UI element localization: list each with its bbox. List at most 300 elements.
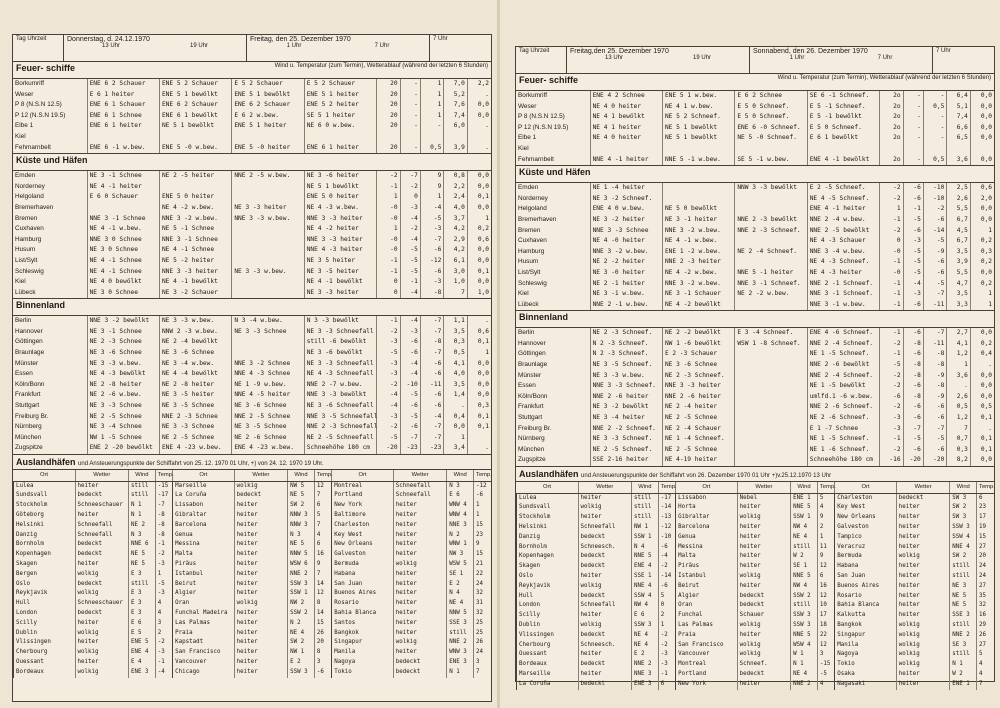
cell: 17 bbox=[977, 513, 994, 523]
cell: NW 4 bbox=[791, 582, 818, 592]
cell: -2 bbox=[880, 226, 904, 237]
cell: NW 2 bbox=[288, 599, 315, 609]
cell bbox=[467, 433, 491, 444]
table-row bbox=[13, 348, 491, 359]
station-name: München bbox=[15, 433, 42, 441]
cell: still bbox=[632, 503, 659, 513]
station-name: Norderney bbox=[518, 194, 548, 202]
station-name: Weser bbox=[15, 90, 34, 98]
cell: -5 bbox=[400, 412, 420, 423]
cell: NE 2 -4 heiter bbox=[662, 402, 734, 413]
cell: 2 bbox=[658, 611, 675, 621]
cell: NE 2 -5 Schneef. bbox=[590, 445, 662, 456]
cell: 27 bbox=[977, 582, 994, 592]
cell: bedeckt bbox=[75, 491, 129, 501]
binnen-heading bbox=[516, 311, 994, 328]
cell: -6 bbox=[420, 369, 444, 380]
cell: still bbox=[129, 580, 156, 590]
table-row bbox=[517, 503, 995, 513]
cell: ENE 3 bbox=[129, 668, 156, 678]
cell: NE 4 -1 bewölkt bbox=[159, 277, 231, 288]
cell: 0,0 bbox=[970, 268, 994, 279]
cell: -5 bbox=[903, 268, 923, 279]
cell: 1,0 bbox=[467, 288, 491, 299]
cell: 27 bbox=[977, 641, 994, 651]
cell: 16 bbox=[977, 611, 994, 621]
cell: Reykjavik bbox=[14, 589, 76, 599]
cell: NE 3 -1 Schauer bbox=[662, 289, 734, 300]
cell: NE 4 -5 Schneef. bbox=[807, 194, 879, 205]
cell: -4 bbox=[400, 214, 420, 225]
cell: NNE 3 -3 w.bew. bbox=[232, 214, 304, 225]
cell: 2,5 bbox=[947, 183, 971, 194]
cell: -5 bbox=[377, 348, 401, 359]
cell: -1 bbox=[155, 540, 172, 550]
cell: 7,0 bbox=[444, 79, 468, 90]
day1-label bbox=[63, 35, 246, 61]
cell: NE 3 bbox=[950, 582, 977, 592]
cell: NNE 2 -7 w.bew. bbox=[304, 380, 376, 391]
cell: -12 bbox=[420, 256, 444, 267]
table-row bbox=[14, 668, 492, 678]
cell: NE 4 -3 bewölkt bbox=[87, 369, 159, 380]
ausland-col-header: Temp. bbox=[155, 470, 172, 481]
cell: -3 bbox=[377, 369, 401, 380]
cell: NE 2 -2 heiter bbox=[590, 257, 662, 268]
table-row bbox=[14, 589, 492, 599]
cell bbox=[662, 194, 734, 205]
station-name: Frankfurt bbox=[518, 403, 544, 411]
cell: -5 bbox=[923, 434, 947, 445]
cell: ENE 1 bbox=[791, 493, 818, 503]
cell: 0,7 bbox=[947, 434, 971, 445]
cell: heiter bbox=[393, 521, 447, 531]
cell: NNE 3 -1 Schneef. bbox=[735, 279, 807, 290]
feuer-heading bbox=[516, 74, 994, 91]
cell: ENE 5 2 heiter bbox=[304, 100, 376, 111]
cell bbox=[87, 132, 159, 143]
cell: 0,1 bbox=[467, 192, 491, 203]
cell: NW 1 bbox=[632, 523, 659, 533]
cell: NNE 3 -1 Schnee bbox=[87, 214, 159, 225]
cell: New York bbox=[332, 501, 394, 511]
cell: wolkig bbox=[737, 641, 791, 651]
cell: NE 5 bbox=[129, 550, 156, 560]
cell: NE 4 -1 bewölkt bbox=[304, 277, 376, 288]
cell: -8 bbox=[923, 360, 947, 371]
station-name: Berlin bbox=[518, 329, 535, 337]
kueste-title: Küste und Häfen bbox=[16, 155, 88, 166]
cell: SSW 3 bbox=[632, 621, 659, 631]
cell: -10 bbox=[923, 183, 947, 194]
cell: Nagasaki bbox=[835, 680, 897, 690]
cell: NE 6 0 w.bew. bbox=[304, 121, 376, 132]
cell: 3 bbox=[155, 619, 172, 629]
cell: heiter bbox=[896, 592, 950, 602]
cell: 0,1 bbox=[970, 413, 994, 424]
cell bbox=[232, 256, 304, 267]
cell: NE 4 -3 Schauer bbox=[807, 236, 879, 247]
cell: heiter bbox=[896, 611, 950, 621]
cell: Dublin bbox=[517, 621, 579, 631]
cell: NE 4 -4 bewölkt bbox=[159, 369, 231, 380]
cell: Algier bbox=[173, 589, 235, 599]
cell: 0,5 bbox=[947, 402, 971, 413]
cell: -13 bbox=[658, 513, 675, 523]
table-row bbox=[516, 144, 994, 155]
station-name: Schleswig bbox=[15, 267, 44, 275]
cell: E 2 -3 Schauer bbox=[662, 349, 734, 360]
binnen-block bbox=[13, 316, 491, 455]
cell: -7 bbox=[420, 235, 444, 246]
cell: 7 bbox=[947, 424, 971, 435]
cell: 0,1 bbox=[467, 267, 491, 278]
station-name: Fehmarnbelt bbox=[518, 155, 554, 163]
ausland-subtitle: und Ansteuerungspunkte der Schiffahrt von 26. Dezember 1970 01 Uhr +)v.25.12.1970 13 Uhr bbox=[581, 473, 832, 479]
cell: NE 3 -1 heiter bbox=[662, 215, 734, 226]
table-row bbox=[517, 493, 995, 503]
cell: N 3 bbox=[447, 481, 474, 491]
cell: NNE 2 -4 Schneef. bbox=[807, 371, 879, 382]
cell: Bermuda bbox=[332, 560, 394, 570]
cell: 0,0 bbox=[970, 112, 994, 123]
cell: 1 bbox=[155, 570, 172, 580]
cell: heiter bbox=[896, 533, 950, 543]
cell bbox=[903, 144, 923, 155]
table-row bbox=[516, 424, 994, 435]
cell: 1 bbox=[970, 289, 994, 300]
cell: NNE 2 -5 w.bew. bbox=[232, 171, 304, 182]
cell: Scilly bbox=[14, 619, 76, 629]
cell bbox=[304, 132, 376, 143]
cell: -23 bbox=[400, 443, 420, 454]
cell: -6 bbox=[923, 257, 947, 268]
cell: Genua bbox=[676, 533, 738, 543]
cell: heiter bbox=[896, 572, 950, 582]
cell: 24 bbox=[474, 580, 491, 590]
cell: New Orleans bbox=[835, 513, 897, 523]
cell: -15 bbox=[155, 481, 172, 491]
table-row bbox=[13, 443, 491, 454]
ausland-col-header: Wetter bbox=[896, 482, 950, 493]
cell: ENE 6 1 heiter bbox=[304, 143, 376, 154]
cell: Galveston bbox=[332, 550, 394, 560]
cell: 6,5 bbox=[947, 133, 971, 144]
cell: -1 bbox=[155, 658, 172, 668]
cell: E 2 -5 Schneef. bbox=[807, 183, 879, 194]
cell: -6 bbox=[903, 300, 923, 311]
cell: - bbox=[903, 123, 923, 134]
station-name: Nürnberg bbox=[15, 423, 42, 431]
cell: NNE 6 bbox=[129, 540, 156, 550]
cell: N 1 bbox=[791, 660, 818, 670]
table-row bbox=[14, 481, 492, 491]
cell: 3,5 bbox=[444, 380, 468, 391]
cell: NE 2 -5 Schnee bbox=[87, 412, 159, 423]
table-row bbox=[516, 183, 994, 194]
cell: 0,6 bbox=[467, 327, 491, 338]
cell: Tampico bbox=[835, 533, 897, 543]
cell: -1 bbox=[658, 670, 675, 680]
table-row bbox=[13, 235, 491, 246]
cell bbox=[662, 183, 734, 194]
cell: SW 2 bbox=[950, 552, 977, 562]
cell: NNW 5 bbox=[447, 609, 474, 619]
cell: 1 bbox=[467, 214, 491, 225]
cell: Messina bbox=[173, 540, 235, 550]
cell bbox=[159, 132, 231, 143]
cell bbox=[232, 348, 304, 359]
time-7b: 7 Uhr bbox=[932, 47, 994, 73]
time-1: 1 Uhr bbox=[286, 43, 302, 49]
cell: still bbox=[791, 543, 818, 553]
cell: 20 bbox=[377, 143, 401, 154]
cell: NNE 3 -3 bewölkt bbox=[304, 390, 376, 401]
cell: heiter bbox=[578, 650, 632, 660]
cell: -7 bbox=[923, 289, 947, 300]
table-row bbox=[517, 513, 995, 523]
cell: NE 4 1 w.bew. bbox=[662, 102, 734, 113]
cell: Montreal bbox=[332, 481, 394, 491]
cell: wolkig bbox=[75, 589, 129, 599]
cell: NNE 4 bbox=[950, 543, 977, 553]
cell: 0,4 bbox=[444, 412, 468, 423]
cell bbox=[735, 360, 807, 371]
cell: ENE 6 1 Schnee bbox=[87, 111, 159, 122]
cell: NE 2 -6 Schneef. bbox=[807, 413, 879, 424]
cell bbox=[232, 245, 304, 256]
station-name: Kiel bbox=[518, 290, 529, 298]
cell: -2 bbox=[880, 402, 904, 413]
cell: heiter bbox=[234, 580, 288, 590]
cell: Manila bbox=[835, 641, 897, 651]
cell: 0,3 bbox=[444, 337, 468, 348]
cell: still bbox=[632, 513, 659, 523]
station-name: Kiel bbox=[15, 278, 26, 286]
cell: - bbox=[923, 133, 947, 144]
cell: 1 bbox=[420, 90, 444, 101]
cell: NE 4 1 heiter bbox=[590, 123, 662, 134]
table-row bbox=[517, 660, 995, 670]
cell: 24 bbox=[474, 648, 491, 658]
cell: NE 3 -6 Schnee bbox=[159, 348, 231, 359]
cell: 8 bbox=[314, 648, 331, 658]
table-row bbox=[516, 102, 994, 113]
cell: -8 bbox=[923, 349, 947, 360]
table-row bbox=[517, 631, 995, 641]
cell: -0 bbox=[880, 268, 904, 279]
cell: -20 bbox=[377, 443, 401, 454]
cell: wolkig bbox=[737, 513, 791, 523]
cell: 0,3 bbox=[970, 247, 994, 258]
cell: heiter bbox=[737, 631, 791, 641]
ausland-col-header: Ort bbox=[835, 482, 897, 493]
table-row bbox=[516, 300, 994, 311]
cell: -8 bbox=[903, 392, 923, 403]
cell: heiter bbox=[393, 540, 447, 550]
table-row bbox=[14, 658, 492, 668]
cell: E 5 -1 bewölkt bbox=[807, 112, 879, 123]
table-row bbox=[13, 256, 491, 267]
cell: 0,2 bbox=[970, 236, 994, 247]
cell: 0,1 bbox=[970, 434, 994, 445]
ausland-subtitle: und Ansteuerungspunkte der Schiffahrt von 25. 12. 1970 01 Uhr, +) von 24. 12. 1970 19 Uhr. bbox=[78, 461, 324, 467]
cell: NE 2 -3 Schneef. bbox=[662, 371, 734, 382]
cell: 7 bbox=[977, 680, 994, 690]
cell: NE 3 -3 Schnee bbox=[87, 401, 159, 412]
cell: 0,0 bbox=[467, 380, 491, 391]
cell: -2 bbox=[377, 422, 401, 433]
left-page bbox=[12, 34, 492, 702]
cell: 18 bbox=[817, 621, 834, 631]
cell: SSE 3 bbox=[447, 619, 474, 629]
station-name: P 8 (N.S.N 12.5) bbox=[15, 101, 62, 109]
cell: 2o bbox=[880, 155, 904, 166]
cell: 1 bbox=[420, 79, 444, 90]
table-row bbox=[517, 582, 995, 592]
cell: 9 bbox=[420, 182, 444, 193]
cell: -3 bbox=[658, 660, 675, 670]
cell: 8 bbox=[314, 599, 331, 609]
cell: Bordeaux bbox=[517, 660, 579, 670]
cell: SSW 3 bbox=[288, 580, 315, 590]
cell: NNE 2 -3 Schnee bbox=[159, 412, 231, 423]
cell: N 3 -3 bewölkt bbox=[304, 316, 376, 327]
cell: NNE 4 -1 heiter bbox=[590, 155, 662, 166]
cell: NE 4 bbox=[632, 641, 659, 651]
time-1: 1 Uhr bbox=[789, 55, 805, 61]
cell: 0,0 bbox=[970, 102, 994, 113]
cell: E 6 1 bewölkt bbox=[807, 133, 879, 144]
cell: Key West bbox=[835, 503, 897, 513]
cell: NNE 5 -1 w.bew. bbox=[662, 155, 734, 166]
cell bbox=[970, 144, 994, 155]
station-name: Braunlage bbox=[518, 361, 548, 369]
cell: heiter bbox=[737, 543, 791, 553]
cell: 17 bbox=[817, 611, 834, 621]
cell: -6 bbox=[923, 402, 947, 413]
cell: Buenos Aires bbox=[332, 589, 394, 599]
cell: bedeckt bbox=[737, 601, 791, 611]
cell: heiter bbox=[896, 582, 950, 592]
day1-label bbox=[566, 47, 749, 73]
cell: - bbox=[400, 143, 420, 154]
cell: 9 bbox=[817, 552, 834, 562]
cell: 9 bbox=[474, 540, 491, 550]
cell: ENE 4 -23 w.bew. bbox=[159, 443, 231, 454]
cell: Oslo bbox=[517, 572, 579, 582]
cell: Stockholm bbox=[517, 513, 579, 523]
cell: -6 bbox=[903, 381, 923, 392]
cell: 0,1 bbox=[970, 445, 994, 456]
cell: -6 bbox=[420, 245, 444, 256]
cell: Vlissingen bbox=[517, 631, 579, 641]
cell: wolkig bbox=[75, 648, 129, 658]
cell: NNE 2 -3 Schneef. bbox=[735, 226, 807, 237]
cell: NE 3 -4 w.bew. bbox=[159, 359, 231, 370]
cell: 2,9 bbox=[444, 235, 468, 246]
cell: -6 bbox=[903, 402, 923, 413]
cell: NE 1 -5 Schneef. bbox=[807, 349, 879, 360]
table-row bbox=[517, 650, 995, 660]
cell: heiter bbox=[393, 511, 447, 521]
cell: Malta bbox=[173, 550, 235, 560]
cell bbox=[444, 132, 468, 143]
ausland-table bbox=[516, 482, 994, 690]
cell: -6 bbox=[923, 268, 947, 279]
cell bbox=[880, 144, 904, 155]
cell: NE 4 -2 w.bew. bbox=[662, 268, 734, 279]
cell: 2o bbox=[880, 112, 904, 123]
cell: E 6 bbox=[447, 491, 474, 501]
table-row bbox=[14, 531, 492, 541]
cell: 25 bbox=[474, 629, 491, 639]
cell: heiter bbox=[896, 601, 950, 611]
cell: 5,5 bbox=[947, 268, 971, 279]
cell: 2,0 bbox=[970, 194, 994, 205]
cell: Las Palmas bbox=[173, 619, 235, 629]
cell: -4 bbox=[400, 235, 420, 246]
cell: heiter bbox=[896, 523, 950, 533]
station-name: P 12 (N.S.N 19.5) bbox=[518, 123, 569, 131]
cell: -4 bbox=[377, 401, 401, 412]
cell: -17 bbox=[658, 493, 675, 503]
cell: Genua bbox=[173, 531, 235, 541]
table-row bbox=[516, 268, 994, 279]
cell: ENE 4 -1 bewölkt bbox=[807, 155, 879, 166]
cell: NE 4 -2 bewölkt bbox=[662, 300, 734, 311]
cell: heiter bbox=[393, 531, 447, 541]
cell: NE 1 -4 Schneef. bbox=[662, 434, 734, 445]
cell: 6 bbox=[314, 501, 331, 511]
cell: heiter bbox=[393, 501, 447, 511]
cell: -7 bbox=[155, 501, 172, 511]
cell: NE 3 -1 w.bew. bbox=[590, 289, 662, 300]
cell: 16 bbox=[314, 550, 331, 560]
table-row bbox=[516, 112, 994, 123]
station-name: Weser bbox=[518, 102, 537, 110]
cell: Kopenhagen bbox=[517, 552, 579, 562]
table-row bbox=[516, 402, 994, 413]
cell: 0,0 bbox=[970, 91, 994, 102]
cell: Helsinki bbox=[14, 521, 76, 531]
cell: Stockholm bbox=[14, 501, 76, 511]
cell: 0,0 bbox=[467, 245, 491, 256]
cell: -8 bbox=[903, 371, 923, 382]
cell: Habana bbox=[835, 562, 897, 572]
cell: ENE 6 2 Schauer bbox=[232, 100, 304, 111]
cell: NNW 3 -3 bewölkt bbox=[735, 183, 807, 194]
cell: 4 bbox=[977, 670, 994, 680]
cell: -1 bbox=[377, 267, 401, 278]
cell: 0,3 bbox=[947, 445, 971, 456]
cell: -5 bbox=[923, 279, 947, 290]
cell: -2 bbox=[880, 183, 904, 194]
cell: 2,4 bbox=[444, 192, 468, 203]
station-name: Köln/Bonn bbox=[15, 380, 45, 388]
page-fold bbox=[497, 0, 500, 708]
cell: 1 bbox=[817, 533, 834, 543]
cell: heiter bbox=[896, 503, 950, 513]
cell: 2 bbox=[817, 523, 834, 533]
cell: 0,0 bbox=[467, 171, 491, 182]
cell: heiter bbox=[234, 609, 288, 619]
cell: ENE 6 1 bewölkt bbox=[159, 111, 231, 122]
station-name: Frankfurt bbox=[15, 391, 41, 399]
cell: NW 4 bbox=[791, 523, 818, 533]
day2-times bbox=[250, 43, 426, 49]
cell: 6,7 bbox=[947, 236, 971, 247]
